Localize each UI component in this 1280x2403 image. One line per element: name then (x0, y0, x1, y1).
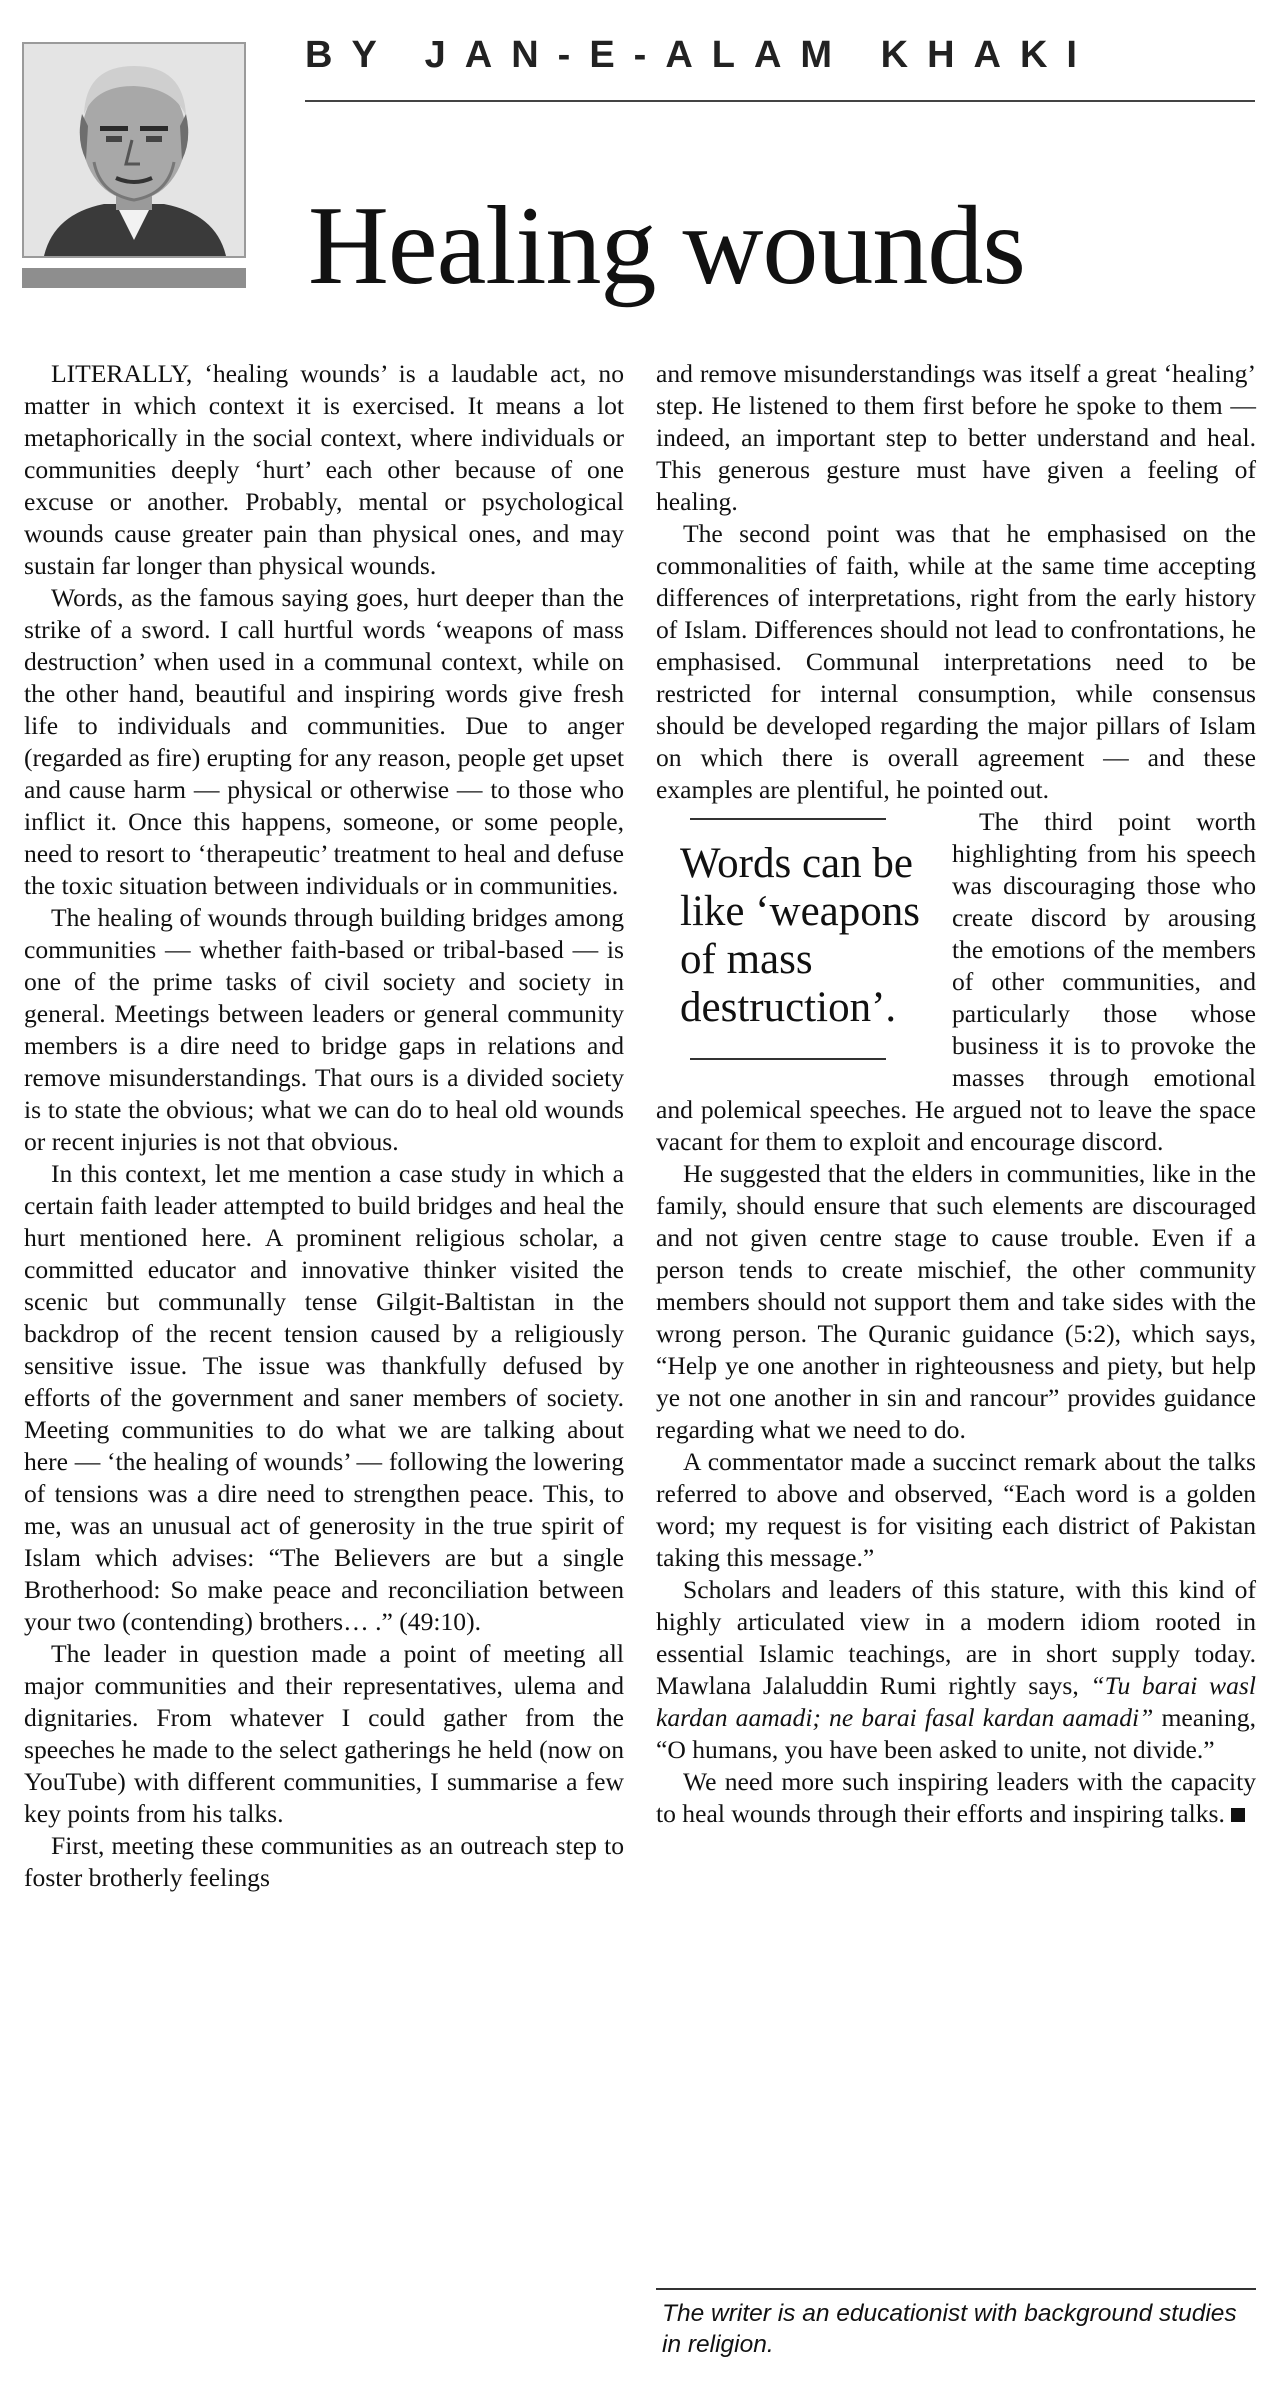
paragraph-text: We need more such inspiring leaders with the capacity to heal wounds through their efforts and inspiring talks. (656, 1767, 1256, 1828)
author-note: The writer is an educationist with background studies in religion. (662, 2300, 1237, 2358)
right-column (656, 358, 1256, 1830)
pull-quote-text: Words can be like ‘weapons of mass destruction’. (680, 840, 921, 1031)
paragraph: He suggested that the elders in communities, like in the family, should ensure that such elements are discouraged and not given centre stage to cause trouble. Even if a person tends to create mischief, the other community members should not support them and take sides with the wrong person. The Quranic guidance (5:2), which says, “Help ye one another in righteousness and piety, but help ye not one another in sin and rancour” provides guidance regarding what we need to do. (656, 1159, 1256, 1444)
paragraph: The healing of wounds through building bridges among communities — whether faith-based or tribal-based — is one of the prime tasks of civil society and society in general. Meetings between leaders or general community members is a dire need to bridge gaps in relations and remove misunderstandings. That ours is a divided society is to state the obvious; what we can do to heal old wounds or recent injuries is not that obvious. (24, 903, 624, 1156)
left-column (24, 358, 624, 1894)
paragraph: In this context, let me mention a case study in which a certain faith leader attempted to build bridges and heal the hurt mentioned here. A prominent religious scholar, a committed educator and innovative thinker visited the scenic but communally tense Gilgit-Baltistan in the backdrop of the recent tension caused by a religiously sensitive issue. The issue was thankfully defused by efforts of the government and saner members of society. Meeting communities to do what we are talking about here — ‘the healing of wounds’ — following the lowering of tensions was a dire need to strengthen peace. This, to me, was an unusual act of generosity in the true spirit of Islam which advises: “The Believers are but a single Brotherhood: So make peace and reconciliation between your two (contending) brothers… .” (49:10). (24, 1159, 624, 1636)
paragraph (656, 1766, 1256, 1830)
byline: BY JAN-E-ALAM KHAKI (305, 34, 1096, 76)
paragraph-text: meaning, “O humans, you have been asked to unite, not divide.” (656, 1703, 1256, 1764)
headline: Healing wounds (308, 184, 1026, 308)
paragraph: The second point was that he emphasised on the commonalities of faith, while at the same time accepting differences of interpretations, right from the early history of Islam. Differences should not lead to confrontations, he emphasised. Communal interpretations need to be restricted for internal consumption, while consensus should be developed regarding the major pillars of Islam on which there is overall agreement — and these examples are plentiful, he pointed out. (656, 519, 1256, 804)
paragraph: First, meeting these communities as an outreach step to foster brotherly feelings (24, 1831, 624, 1892)
pull-quote-bottom-rule (690, 1058, 886, 1060)
paragraph: and remove misunderstandings was itself a great ‘healing’ step. He listened to them first before he spoke to them — indeed, an important step to better understand and heal. This generous gesture must have given a feeling of healing. (656, 359, 1256, 516)
paragraph: The third point worth highlighting from his speech was discouraging those who create discord by arousing the emotions of the members of other communities, and particularly those whose business it is to provoke the masses through emotional and polemical speeches. He argued not to leave the space vacant for them to exploit and encourage discord. (656, 807, 1256, 1156)
paragraph-text: Scholars and leaders of this stature, with this kind of highly articulated view in a modern idiom rooted in essential Islamic teachings, are in short supply today. Mawlana Jalaluddin Rumi rightly says, (656, 1575, 1256, 1700)
paragraph: Words, as the famous saying goes, hurt deeper than the strike of a sword. I call hurtful words ‘weapons of mass destruction’ when used in a communal context, while on the other hand, beautiful and inspiring words give fresh life to individuals and communities. Due to anger (regarded as fire) erupting for any reason, people get upset and cause harm — physical or otherwise — to those who inflict it. Once this happens, someone, or some people, need to resort to ‘therapeutic’ treatment to heal and defuse the toxic situation between individuals or in communities. (24, 583, 624, 900)
paragraph (656, 1574, 1256, 1766)
author-portrait-illustration (24, 44, 244, 256)
footer-rule (656, 2288, 1256, 2290)
byline-rule (305, 100, 1255, 102)
end-mark-icon (1231, 1808, 1245, 1822)
portrait-underline-bar (22, 268, 246, 288)
rumi-quote: “Tu barai wasl kardan aamadi; ne barai fasal kardan aamadi” (656, 1671, 1256, 1732)
paragraph: The leader in question made a point of meeting all major communities and their representatives, ulema and dignitaries. From whatever I could gather from the speeches he made to the select gatherings he held (now on YouTube) with different communities, I summarise a few key points from his talks. (24, 1639, 624, 1828)
paragraph: A commentator made a succinct remark about the talks referred to above and observed, “Each word is a golden word; my request is for visiting each district of Pakistan taking this message.” (656, 1447, 1256, 1572)
author-portrait (22, 42, 246, 258)
pull-quote (656, 818, 936, 1060)
paragraph: LITERALLY, ‘healing wounds’ is a laudable act, no matter in which context it is exercised. It means a lot metaphorically in the social context, where individuals or communities deeply ‘hurt’ each other because of one excuse or another. Probably, mental or psychological wounds cause greater pain than physical ones, and may sustain far longer than physical wounds. (24, 359, 624, 580)
